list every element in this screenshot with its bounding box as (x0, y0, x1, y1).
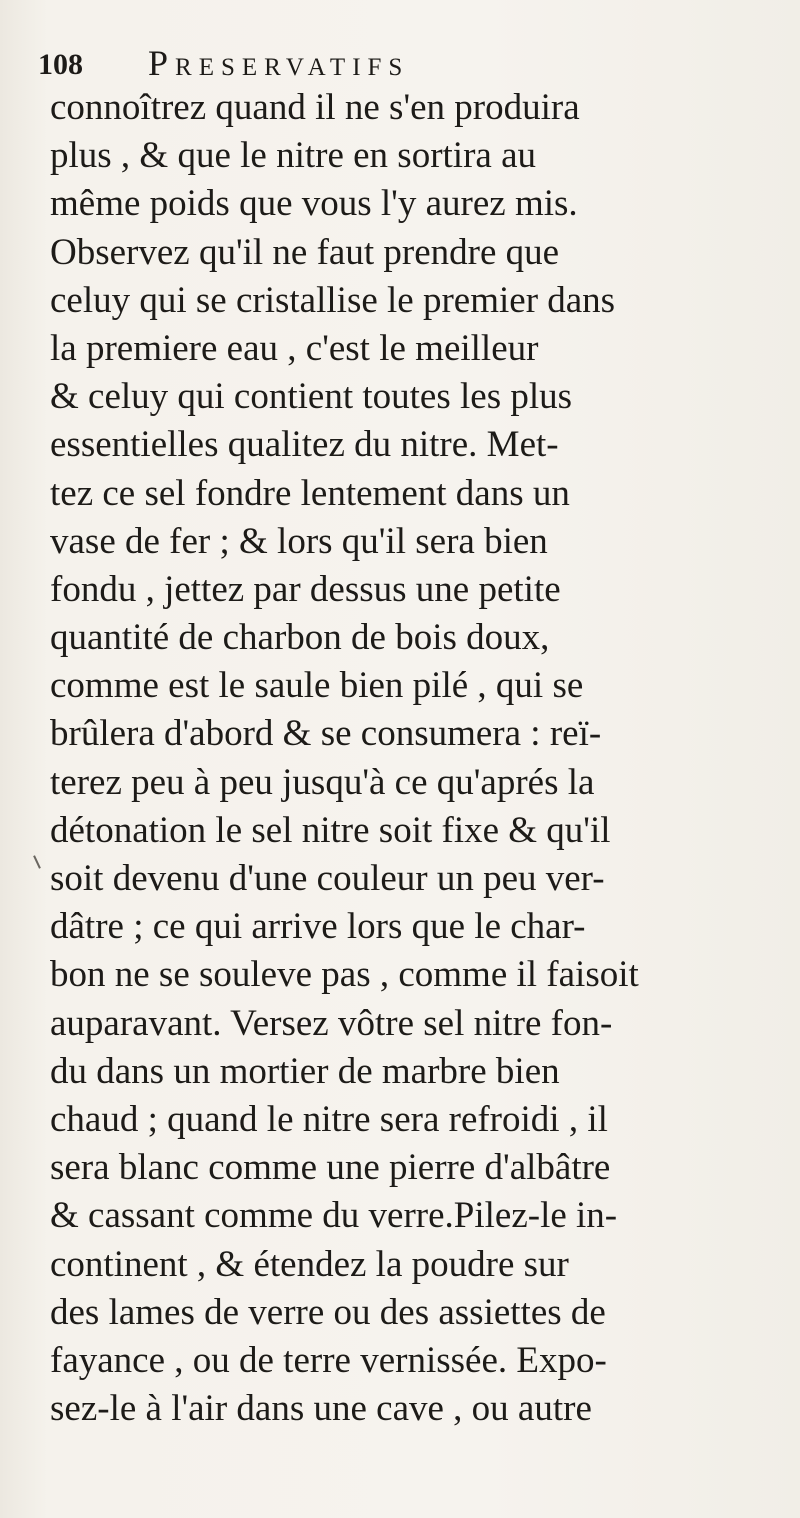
text-line: brûlera d'abord & se consumera : reï- (50, 713, 602, 755)
text-line: chaud ; quand le nitre sera refroidi , il (50, 1098, 608, 1140)
text-line: & celuy qui contient toutes les plus (50, 376, 573, 418)
text-line: sez-le à l'air dans une cave , ou autre (50, 1388, 592, 1430)
text-line: quantité de charbon de bois doux, (50, 617, 550, 659)
text-line: des lames de verre ou des assiettes de (50, 1291, 606, 1333)
text-line: Observez qu'il ne faut prendre que (50, 231, 560, 273)
running-head: Preservatifs (148, 43, 410, 83)
text-line: essentielles qualitez du nitre. Met- (50, 424, 559, 466)
page-number: 108 (38, 48, 83, 81)
text-line: la premiere eau , c'est le meilleur (50, 327, 539, 369)
margin-mark (33, 855, 41, 869)
text-line: auparavant. Versez vôtre sel nitre fon- (50, 1002, 613, 1044)
text-line: tez ce sel fondre lentement dans un (50, 472, 570, 514)
text-line: fondu , jettez par dessus une petite (50, 568, 561, 610)
text-line: comme est le saule bien pilé , qui se (50, 665, 584, 707)
text-line: dâtre ; ce qui arrive lors que le char- (50, 906, 586, 948)
text-line: bon ne se souleve pas , comme il faisoit (50, 954, 639, 996)
text-line: sera blanc comme une pierre d'albâtre (50, 1147, 611, 1189)
text-line: continent , & étendez la poudre sur (50, 1243, 569, 1285)
text-line: soit devenu d'une couleur un peu ver- (50, 858, 605, 899)
text-line: vase de fer ; & lors qu'il sera bien (50, 520, 548, 562)
text-line: du dans un mortier de marbre bien (50, 1050, 560, 1092)
text-line: fayance , ou de terre vernissée. Expo- (50, 1339, 607, 1381)
body-text (50, 84, 766, 1433)
text-line: terez peu à peu jusqu'à ce qu'aprés la (50, 761, 595, 803)
text-line: plus , & que le nitre en sortira au (50, 135, 537, 177)
text-line: celuy qui se cristallise le premier dans (50, 279, 616, 321)
text-line: détonation le sel nitre soit fixe & qu'il (50, 809, 611, 851)
text-line: & cassant comme du verre.Pilez-le in- (50, 1195, 618, 1237)
text-line: même poids que vous l'y aurez mis. (50, 183, 578, 225)
text-line: connoîtrez quand il ne s'en produira (50, 87, 580, 128)
